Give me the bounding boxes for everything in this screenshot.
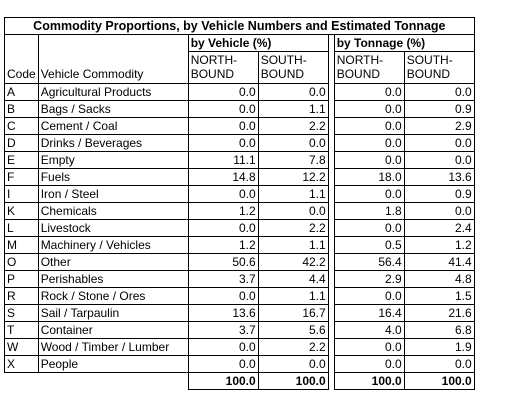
commodity-proportions-table <box>4 17 475 390</box>
vehicle-southbound-cell: 1.1 <box>258 288 328 305</box>
tonnage-northbound-cell: 0.5 <box>334 237 404 254</box>
vehicle-northbound-cell: 13.6 <box>188 305 258 322</box>
commodity-cell: Empty <box>38 152 188 169</box>
code-cell: I <box>5 186 39 203</box>
tonnage-northbound-cell: 56.4 <box>334 254 404 271</box>
tonnage-southbound-cell: 0.0 <box>404 203 474 220</box>
vehicle-northbound-header: NORTH- BOUND <box>188 52 258 84</box>
table-row <box>5 135 475 152</box>
commodity-cell: Chemicals <box>38 203 188 220</box>
by-tonnage-header: by Tonnage (%) <box>334 35 474 52</box>
vehicle-northbound-cell: 0.0 <box>188 135 258 152</box>
vehicle-northbound-cell: 11.1 <box>188 152 258 169</box>
vehicle-southbound-cell: 1.1 <box>258 101 328 118</box>
commodity-cell: Drinks / Beverages <box>38 135 188 152</box>
table-row <box>5 305 475 322</box>
column-header-row <box>5 52 475 84</box>
code-cell: M <box>5 237 39 254</box>
vehicle-southbound-header: SOUTH- BOUND <box>258 52 328 84</box>
vehicle-northbound-cell: 3.7 <box>188 271 258 288</box>
vehicle-northbound-cell: 0.0 <box>188 118 258 135</box>
vehicle-northbound-cell: 0.0 <box>188 84 258 101</box>
vehicle-southbound-cell: 0.0 <box>258 84 328 101</box>
commodity-header: Vehicle Commodity <box>40 66 144 81</box>
vehicle-northbound-cell: 50.6 <box>188 254 258 271</box>
tonnage-northbound-cell: 0.0 <box>334 356 404 373</box>
code-cell: S <box>5 305 39 322</box>
commodity-cell: Sail / Tarpaulin <box>38 305 188 322</box>
vehicle-northbound-cell: 0.0 <box>188 101 258 118</box>
commodity-cell: Livestock <box>38 220 188 237</box>
table-row <box>5 118 475 135</box>
vehicle-southbound-cell: 2.2 <box>258 220 328 237</box>
table-row <box>5 356 475 373</box>
tonnage-northbound-total: 100.0 <box>334 373 404 390</box>
code-cell: T <box>5 322 39 339</box>
commodity-cell: Cement / Coal <box>38 118 188 135</box>
vehicle-southbound-cell: 2.2 <box>258 339 328 356</box>
commodity-cell: Iron / Steel <box>38 186 188 203</box>
vehicle-southbound-total: 100.0 <box>258 373 328 390</box>
tonnage-southbound-cell: 2.9 <box>404 118 474 135</box>
commodity-cell: Agricultural Products <box>38 84 188 101</box>
vehicle-southbound-cell: 1.1 <box>258 237 328 254</box>
tonnage-northbound-cell: 0.0 <box>334 220 404 237</box>
code-header: Code <box>7 66 36 81</box>
commodity-cell: People <box>38 356 188 373</box>
commodity-cell: Perishables <box>38 271 188 288</box>
tonnage-southbound-cell: 0.9 <box>404 186 474 203</box>
tonnage-northbound-header: NORTH- BOUND <box>334 52 404 84</box>
table-row <box>5 220 475 237</box>
table-row <box>5 203 475 220</box>
vehicle-southbound-cell: 0.0 <box>258 203 328 220</box>
tonnage-southbound-cell: 1.2 <box>404 237 474 254</box>
tonnage-northbound-cell: 16.4 <box>334 305 404 322</box>
tonnage-northbound-cell: 0.0 <box>334 288 404 305</box>
tonnage-northbound-cell: 1.8 <box>334 203 404 220</box>
tonnage-northbound-cell: 0.0 <box>334 186 404 203</box>
vehicle-northbound-cell: 0.0 <box>188 220 258 237</box>
commodity-cell: Bags / Sacks <box>38 101 188 118</box>
vehicle-northbound-cell: 1.2 <box>188 203 258 220</box>
code-cell: O <box>5 254 39 271</box>
table-row <box>5 288 475 305</box>
tonnage-northbound-cell: 0.0 <box>334 101 404 118</box>
vehicle-northbound-cell: 14.8 <box>188 169 258 186</box>
code-cell: E <box>5 152 39 169</box>
table-row <box>5 322 475 339</box>
vehicle-southbound-cell: 0.0 <box>258 135 328 152</box>
code-cell: R <box>5 288 39 305</box>
title-row <box>5 18 475 35</box>
vehicle-southbound-cell: 5.6 <box>258 322 328 339</box>
vehicle-southbound-cell: 42.2 <box>258 254 328 271</box>
code-cell: B <box>5 101 39 118</box>
vehicle-northbound-cell: 0.0 <box>188 288 258 305</box>
tonnage-northbound-cell: 4.0 <box>334 322 404 339</box>
tonnage-southbound-cell: 0.0 <box>404 135 474 152</box>
vehicle-northbound-cell: 3.7 <box>188 322 258 339</box>
tonnage-northbound-cell: 0.0 <box>334 152 404 169</box>
commodity-cell: Rock / Stone / Ores <box>38 288 188 305</box>
tonnage-southbound-cell: 0.0 <box>404 84 474 101</box>
tonnage-southbound-cell: 2.4 <box>404 220 474 237</box>
vehicle-southbound-cell: 4.4 <box>258 271 328 288</box>
code-cell: P <box>5 271 39 288</box>
table-row <box>5 271 475 288</box>
tonnage-northbound-cell: 18.0 <box>334 169 404 186</box>
by-vehicle-header: by Vehicle (%) <box>188 35 328 52</box>
blank-cell <box>38 35 188 52</box>
code-cell: C <box>5 118 39 135</box>
code-cell: X <box>5 356 39 373</box>
code-cell: F <box>5 169 39 186</box>
vehicle-southbound-cell: 0.0 <box>258 356 328 373</box>
table-row <box>5 169 475 186</box>
tonnage-southbound-cell: 13.6 <box>404 169 474 186</box>
tonnage-southbound-cell: 21.6 <box>404 305 474 322</box>
table-row <box>5 84 475 101</box>
vehicle-southbound-cell: 7.8 <box>258 152 328 169</box>
blank-cell <box>5 35 39 52</box>
vehicle-northbound-total: 100.0 <box>188 373 258 390</box>
tonnage-southbound-cell: 0.9 <box>404 101 474 118</box>
tonnage-southbound-cell: 1.9 <box>404 339 474 356</box>
commodity-cell: Other <box>38 254 188 271</box>
tonnage-southbound-header: SOUTH- BOUND <box>404 52 474 84</box>
tonnage-northbound-cell: 0.0 <box>334 135 404 152</box>
blank-cell <box>38 373 188 390</box>
table-row <box>5 339 475 356</box>
table-row <box>5 101 475 118</box>
commodity-cell: Fuels <box>38 169 188 186</box>
vehicle-northbound-cell: 0.0 <box>188 186 258 203</box>
group-header-row <box>5 35 475 52</box>
tonnage-southbound-cell: 41.4 <box>404 254 474 271</box>
commodity-cell: Wood / Timber / Lumber <box>38 339 188 356</box>
code-cell: D <box>5 135 39 152</box>
table-row <box>5 152 475 169</box>
commodity-table-container <box>4 17 514 390</box>
vehicle-northbound-cell: 0.0 <box>188 356 258 373</box>
vehicle-southbound-cell: 12.2 <box>258 169 328 186</box>
vehicle-northbound-cell: 0.0 <box>188 339 258 356</box>
tonnage-southbound-cell: 1.5 <box>404 288 474 305</box>
code-cell: K <box>5 203 39 220</box>
tonnage-southbound-cell: 0.0 <box>404 152 474 169</box>
code-header-cell <box>5 52 39 84</box>
tonnage-southbound-cell: 6.8 <box>404 322 474 339</box>
vehicle-northbound-cell: 1.2 <box>188 237 258 254</box>
commodity-cell: Machinery / Vehicles <box>38 237 188 254</box>
code-cell: A <box>5 84 39 101</box>
code-cell: L <box>5 220 39 237</box>
code-cell: W <box>5 339 39 356</box>
blank-cell <box>5 373 39 390</box>
vehicle-southbound-cell: 2.2 <box>258 118 328 135</box>
vehicle-southbound-cell: 16.7 <box>258 305 328 322</box>
commodity-cell: Container <box>38 322 188 339</box>
table-row <box>5 254 475 271</box>
vehicle-southbound-cell: 1.1 <box>258 186 328 203</box>
commodity-header-cell <box>38 52 188 84</box>
tonnage-southbound-cell: 0.0 <box>404 356 474 373</box>
totals-row <box>5 373 475 390</box>
tonnage-northbound-cell: 0.0 <box>334 118 404 135</box>
tonnage-northbound-cell: 0.0 <box>334 84 404 101</box>
table-row <box>5 186 475 203</box>
table-title: Commodity Proportions, by Vehicle Numbers and Estimated Tonnage <box>5 18 475 35</box>
table-row <box>5 237 475 254</box>
tonnage-southbound-cell: 4.8 <box>404 271 474 288</box>
tonnage-southbound-total: 100.0 <box>404 373 474 390</box>
tonnage-northbound-cell: 2.9 <box>334 271 404 288</box>
tonnage-northbound-cell: 0.0 <box>334 339 404 356</box>
